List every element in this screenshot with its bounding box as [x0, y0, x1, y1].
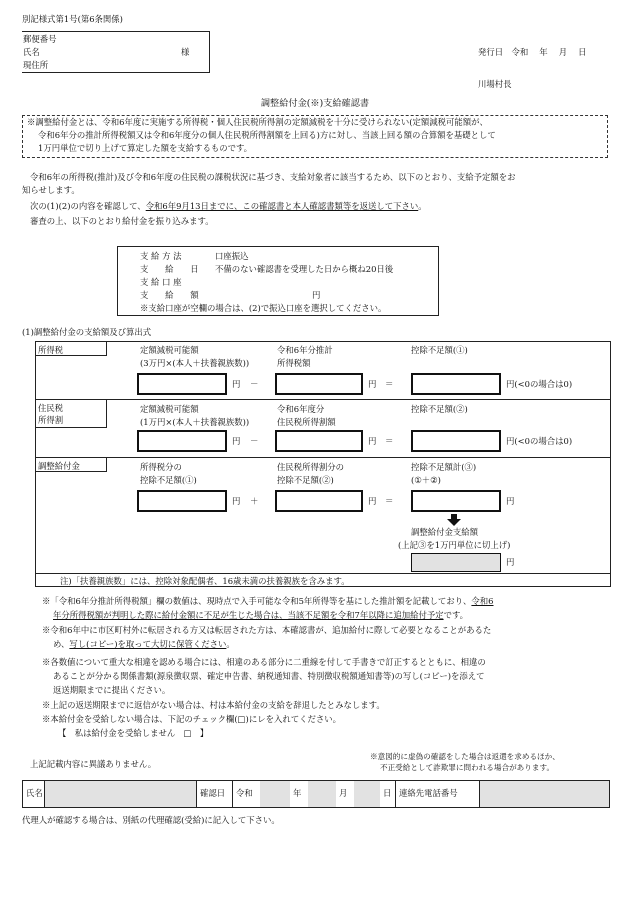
income-col2-line1: 令和6年分推計	[277, 345, 333, 355]
yen-unit: 円	[506, 557, 515, 567]
label-divider	[106, 457, 107, 471]
calc-footnote: 注)「扶養親族数」には、控除対象配偶者、16歳未満の扶養親族を含みます。	[60, 576, 350, 586]
adjust-col1-line1: 所得税分の	[140, 462, 182, 472]
resident-col2-line2: 住民税所得割額	[277, 417, 336, 427]
resident-deductible-input[interactable]	[137, 430, 227, 452]
divider	[35, 399, 611, 400]
agent-note: 代理人が確認する場合は、別紙の代理確認(受給)に記入して下さい。	[22, 815, 280, 825]
postal-label: 郵便番号	[23, 34, 57, 44]
resident-result-note: 円(<0の場合は0)	[506, 436, 573, 446]
income-result-note: 円(<0の場合は0)	[506, 379, 573, 389]
definition-line-3: 1万円単位で切り上げて算定した額を支給するものです。	[38, 143, 253, 153]
issue-date: 発行日 令和 年 月 日	[478, 47, 587, 57]
label-divider	[106, 341, 107, 355]
name-field[interactable]	[45, 781, 197, 807]
month-field[interactable]	[308, 781, 336, 807]
amount-label: 支 給 額	[140, 290, 199, 300]
final-label-line2: (上記③を1万円単位に切上げ)	[398, 540, 511, 550]
date-label: 確認日	[197, 781, 233, 807]
signature-row	[22, 780, 610, 808]
arrow-down-icon	[447, 514, 461, 526]
income-col1-line2: (3万円×(本人＋扶養親族数))	[140, 358, 250, 368]
address-label: 現住所	[23, 60, 49, 70]
income-deductible-input[interactable]	[137, 373, 227, 395]
note-2b: め、写し(コピー)を取って大切に保管ください。	[53, 639, 235, 649]
section1-title: (1)調整給付金の支給額及び算出式	[22, 327, 152, 337]
resident-tax-input[interactable]	[275, 430, 363, 452]
year-field[interactable]	[260, 781, 290, 807]
phone-field[interactable]	[480, 781, 609, 807]
yen-unit: 円	[368, 379, 377, 389]
confirm-statement: 上記記載内容に異議ありません。	[30, 759, 157, 769]
resident-col1-line1: 定額減税可能額	[140, 404, 199, 414]
income-col3-line1: 控除不足額(①)	[411, 345, 468, 355]
note-1a: ※「令和6年分推計所得税額」欄の数値は、現時点で入手可能な令和5年所得等を基にした推計額を記載しており、令和6	[42, 596, 494, 606]
yen-unit: 円	[368, 496, 377, 506]
divider	[35, 573, 611, 574]
equals-sign: ＝	[385, 379, 394, 389]
yen-unit: 円	[232, 496, 241, 506]
method-label: 支 給 方 法	[140, 251, 182, 261]
intro-line-3: 次の(1)(2)の内容を確認して、令和6年9月13日までに、この確認書と本人確認書類等を返送して下さい。	[30, 201, 427, 211]
era-label: 令和	[236, 788, 253, 799]
final-amount-field	[411, 553, 501, 572]
name-label: 氏名	[23, 47, 40, 57]
issuer: 川場村長	[478, 79, 512, 89]
warning-line-1: ※意図的に虚偽の確認をした場合は返還を求めるほか、	[370, 752, 560, 761]
definition-line-2: 令和6年分の推計所得税額又は令和6年度分の個人住民税所得割額を上回る)方に対し、当該上回る額の合算額を基礎として	[38, 130, 496, 140]
method-value: 口座振込	[215, 251, 249, 261]
note-2a: ※令和6年中に市区町村外に転居される方又は転居された方は、本確認書が、追加給付に際して必要となることがあるた	[42, 625, 492, 635]
adjust-resident-input[interactable]	[275, 490, 363, 512]
divider	[35, 457, 611, 458]
amount-unit: 円	[312, 290, 321, 300]
resident-tax-label-1: 住民税	[38, 403, 64, 413]
minus-sign: －	[250, 379, 259, 389]
month-label: 月	[339, 788, 348, 799]
page-title: 調整給付金(※)支給確認書	[260, 98, 370, 109]
resident-col1-line2: (1万円×(本人＋扶養親族数))	[140, 417, 250, 427]
income-col1-line1: 定額減税可能額	[140, 345, 199, 355]
phone-label: 連絡先電話番号	[396, 781, 480, 807]
date-label: 支 給 日	[140, 264, 199, 274]
year-label: 年	[293, 788, 302, 799]
honorific: 様	[181, 47, 190, 57]
decline-checkbox[interactable]: 【 私は給付金を受給しません □ 】	[58, 728, 209, 738]
label-divider	[35, 427, 107, 428]
note-1b: 年分所得税額が判明した際に給付金額に不足が生じた場合は、当該不足額を令和7年以降に追加給付予定です。	[53, 610, 469, 620]
account-note: ※支給口座が空欄の場合は、(2)で振込口座を選択してください。	[140, 303, 387, 313]
adjust-col2-line2: 控除不足額(②)	[277, 475, 334, 485]
intro-line-2: 知らせします。	[22, 185, 80, 195]
account-label: 支 給 口 座	[140, 277, 182, 287]
income-col2-line2: 所得税額	[277, 358, 311, 368]
yen-unit: 円	[368, 436, 377, 446]
note-5: ※本給付金を受給しない場合は、下記のチェック欄(□)にレを入れてください。	[42, 714, 341, 724]
adjust-col3-line1: 控除不足額計(③)	[411, 462, 477, 472]
note-3c: 返送期限までに提出ください。	[53, 685, 171, 695]
resident-tax-label-2: 所得割	[38, 415, 64, 425]
income-tax-input[interactable]	[275, 373, 363, 395]
adjust-col3-line2: (①＋②)	[411, 475, 441, 485]
definition-line-1: ※調整給付金とは、令和6年度に実施する所得税・個人住民税所得割の定額減税を十分に受けられない(定額減税可能額が、	[27, 117, 488, 127]
resident-shortfall-input[interactable]	[411, 430, 501, 452]
income-tax-label: 所得税	[38, 345, 64, 355]
adjust-total-input[interactable]	[411, 490, 501, 512]
resident-col3-line1: 控除不足額(②)	[411, 404, 468, 414]
equals-sign: ＝	[385, 436, 394, 446]
form-number: 別記様式第1号(第6条関係)	[22, 14, 123, 24]
day-label: 日	[380, 781, 396, 807]
adjust-label: 調整給付金	[38, 461, 80, 471]
final-label-line1: 調整給付金支給額	[411, 527, 478, 537]
label-divider	[106, 399, 107, 427]
income-shortfall-input[interactable]	[411, 373, 501, 395]
adjust-col1-line2: 控除不足額(①)	[140, 475, 197, 485]
plus-sign: ＋	[250, 496, 259, 506]
adjust-income-input[interactable]	[137, 490, 227, 512]
note-4: ※上記の返送期限までに返信がない場合は、村は本給付金の支給を辞退したとみなします。	[42, 700, 385, 710]
intro-line-1: 令和6年の所得税(推計)及び令和6年度の住民税の課税状況に基づき、支給対象者に該当するため、以下のとおり、支給予定額をお	[30, 172, 516, 182]
yen-unit: 円	[232, 379, 241, 389]
date-value: 不備のない確認書を受理した日から概ね20日後	[215, 264, 394, 274]
intro-line-4: 審査の上、以下のとおり給付金を振り込みます。	[30, 216, 214, 226]
yen-unit: 円	[232, 436, 241, 446]
adjust-col2-line1: 住民税所得割分の	[277, 462, 344, 472]
warning-line-2: 不正受給として詐欺罪に問われる場合があります。	[380, 763, 555, 772]
equals-sign: ＝	[385, 496, 394, 506]
yen-unit: 円	[506, 496, 515, 506]
name-label: 氏名	[23, 781, 45, 807]
note-3a: ※各数値について重大な相違を認める場合には、相違のある部分に二重線を付して手書きで訂正するとともに、相違の	[42, 657, 486, 667]
minus-sign: －	[250, 436, 259, 446]
note-3b: あることが分かる関係書類(源泉徴収票、確定申告書、納税通知書、特別徴収税額通知書等)の写し(コピー)を添えて	[53, 671, 485, 681]
day-field[interactable]	[354, 781, 380, 807]
resident-col2-line1: 令和6年度分	[277, 404, 325, 414]
